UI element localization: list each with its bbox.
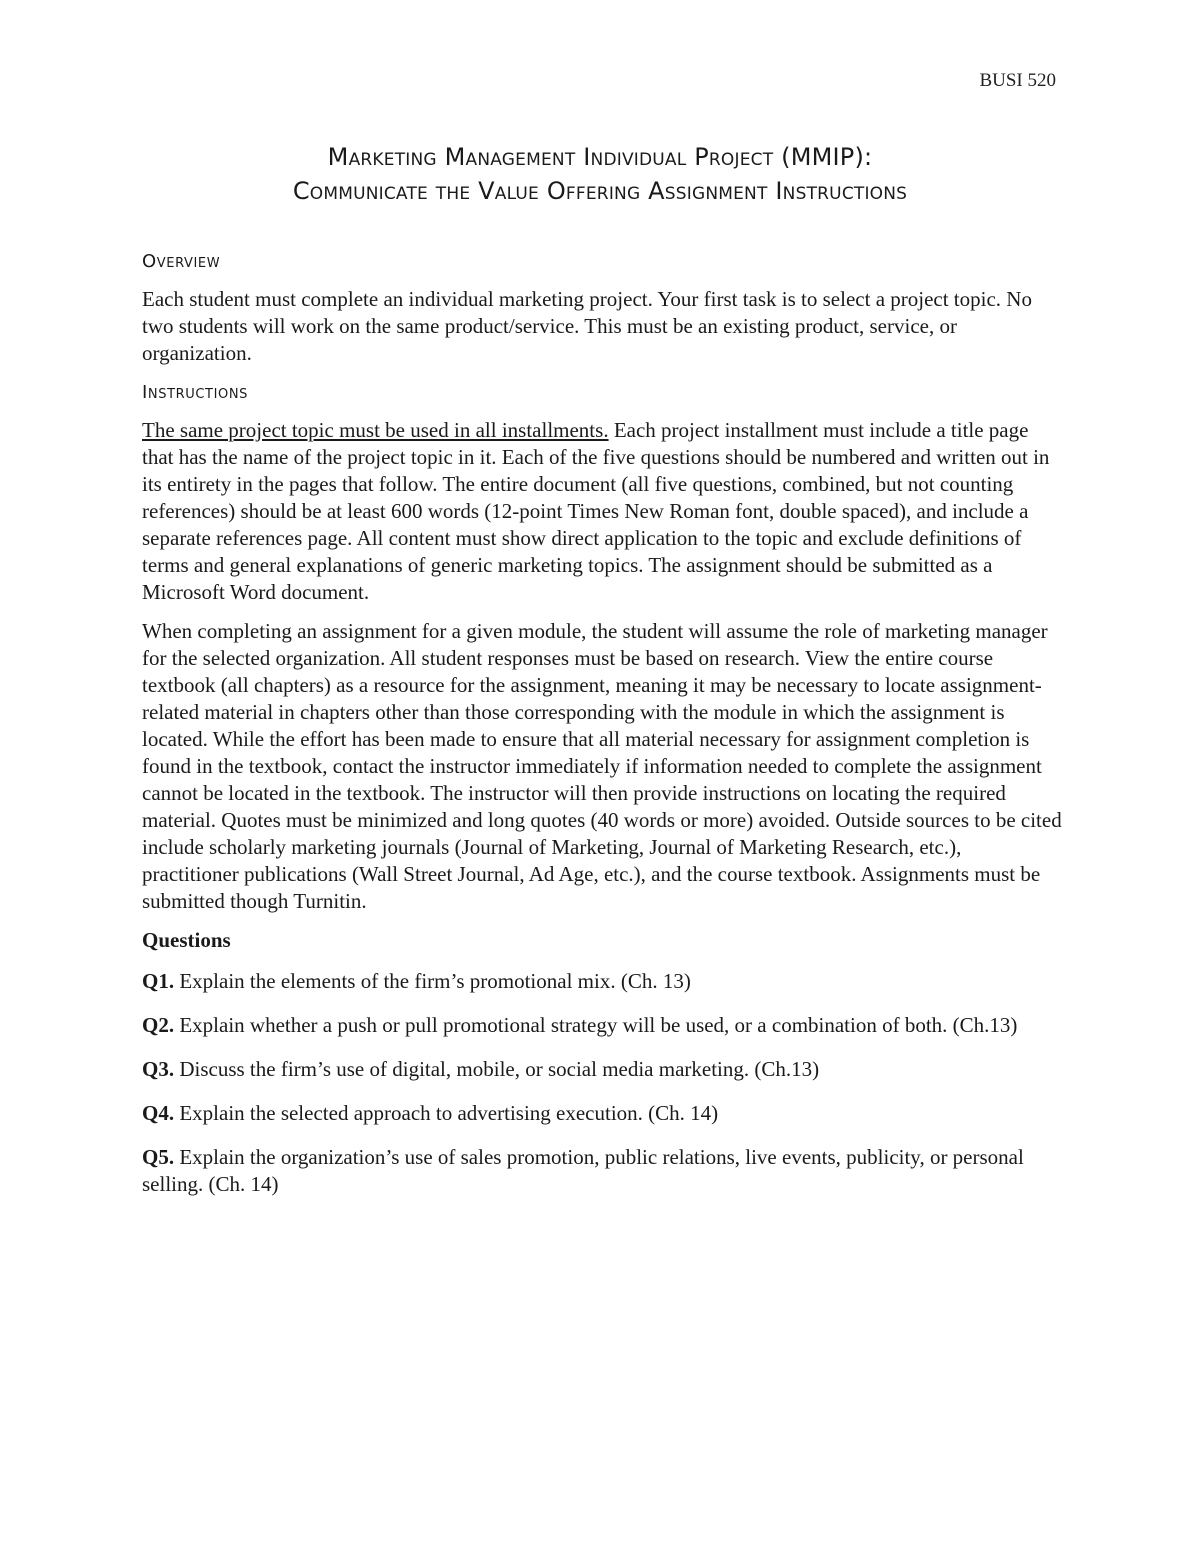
- question-text: Explain the elements of the firm’s promotional mix. (Ch. 13): [174, 969, 691, 993]
- question-item: [142, 968, 1062, 995]
- question-label: Q4.: [142, 1101, 175, 1125]
- question-text: Discuss the firm’s use of digital, mobile, or social media marketing. (Ch.13): [174, 1057, 820, 1081]
- instructions-heading: Instructions: [142, 382, 249, 403]
- question-label: Q5.: [142, 1145, 175, 1169]
- questions-heading: Questions: [142, 928, 231, 952]
- question-item: [142, 1056, 1062, 1083]
- overview-paragraph: Each student must complete an individual marketing project. Your first task is to select a project topic. No two students will work on the same product/service. This must be an existing product, service, or organization.: [142, 287, 1032, 365]
- question-item: [142, 1012, 1062, 1039]
- instructions-underlined-sentence: The same project topic must be used in all installments.: [142, 418, 609, 442]
- question-item: [142, 1144, 1062, 1198]
- question-item: [142, 1100, 1062, 1127]
- overview-heading: Overview: [142, 251, 221, 272]
- question-label: Q2.: [142, 1013, 175, 1037]
- document-title: [100, 140, 1100, 208]
- course-code: BUSI 520: [979, 70, 1056, 91]
- instructions-paragraph-1-text: Each project installment must include a title page that has the name of the project topic in it. Each of the five questions should be numbered and written out in its entirety in the pages that follow. The entire document (all five questions, combined, but not counting references) should be at least 600 words (12-point Times New Roman font, double spaced), and include a separate references page. All content must show direct application to the topic and exclude definitions of terms and general explanations of generic marketing topics. The assignment should be submitted as a Microsoft Word document.: [142, 418, 1050, 604]
- question-label: Q1.: [142, 969, 175, 993]
- instructions-paragraph-2: When completing an assignment for a given module, the student will assume the role of marketing manager for the selected organization. All student responses must be based on research. View the entire course textbook (all chapters) as a resource for the assignment, meaning it may be necessary to locate assignment-related material in chapters other than those corresponding with the module in which the assignment is located. While the effort has been made to ensure that all material necessary for assignment completion is found in the textbook, contact the instructor immediately if information needed to complete the assignment cannot be located in the textbook. The instructor will then provide instructions on locating the required material. Quotes must be minimized and long quotes (40 words or more) avoided. Outside sources to be cited include scholarly marketing journals (Journal of Marketing, Journal of Marketing Research, etc.), practitioner publications (Wall Street Journal, Ad Age, etc.), and the course textbook. Assignments must be submitted though Turnitin.: [142, 619, 1062, 913]
- question-label: Q3.: [142, 1057, 175, 1081]
- title-line-1: Marketing Management Individual Project (MMIP):: [327, 143, 873, 171]
- question-text: Explain the organization’s use of sales promotion, public relations, live events, publicity, or personal selling. (Ch. 14): [142, 1145, 1024, 1196]
- question-text: Explain the selected approach to advertising execution. (Ch. 14): [174, 1101, 719, 1125]
- question-text: Explain whether a push or pull promotional strategy will be used, or a combination of both. (Ch.13): [174, 1013, 1018, 1037]
- document-body: [142, 248, 1062, 1215]
- title-line-2: Communicate the Value Offering Assignment Instructions: [292, 177, 908, 205]
- instructions-paragraph-1: [142, 417, 1062, 606]
